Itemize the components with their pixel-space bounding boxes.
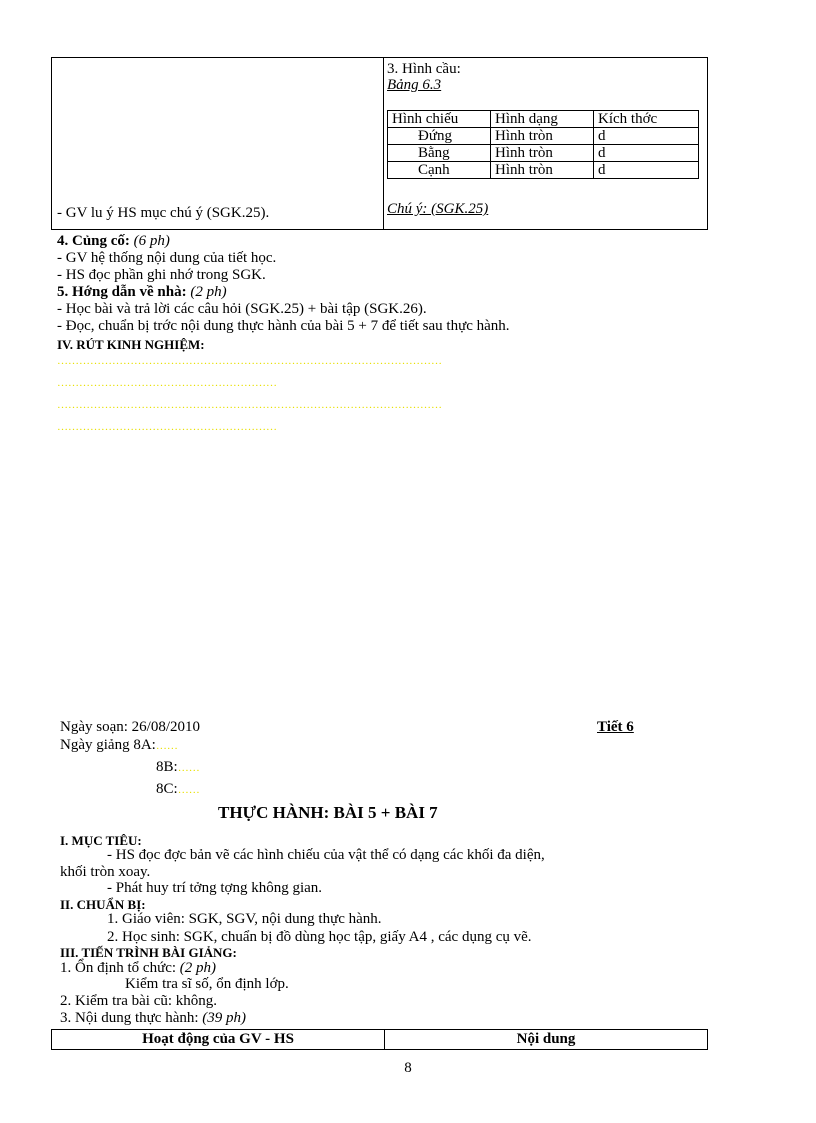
- tien-trinh-heading: III. TIẾN TRÌNH BÀI GIẢNG:: [60, 945, 237, 960]
- inner-header-cell: Kích thớc: [594, 111, 699, 128]
- inner-cell: d: [594, 128, 699, 145]
- inner-cell: d: [594, 162, 699, 179]
- class-8b: [156, 759, 200, 776]
- inner-table-row: [388, 162, 699, 179]
- inner-header-cell: Hình dạng: [491, 111, 594, 128]
- small-dots: ……: [155, 740, 178, 752]
- hinh-cau-heading: 3. Hình cầu:: [387, 61, 461, 77]
- dotted-line: ……………………………………………………………………………………………: [57, 399, 442, 411]
- on-dinh-time: (2 ph): [179, 960, 217, 976]
- rut-kinh-nghiem-heading: IV. RÚT KINH NGHIỆM:: [57, 337, 205, 352]
- noi-dung-time: (39 ph): [202, 1010, 247, 1026]
- noi-dung-label: 3. Nội dung thực hành:: [60, 1010, 199, 1026]
- muc-tieu-line: - HS đọc đợc bản vẽ các hình chiếu của vật thể có dạng các khối đa diện,: [107, 847, 545, 863]
- ngay-soan: Ngày soạn: 26/08/2010: [60, 719, 200, 735]
- inner-cell: Hình tròn: [491, 145, 594, 162]
- muc-tieu-line: khối tròn xoay.: [60, 864, 151, 880]
- muc-tieu-heading: I. MỤC TIÊU:: [60, 833, 142, 848]
- lesson-title: THỰC HÀNH: BÀI 5 + BÀI 7: [218, 803, 438, 822]
- huong-dan-time: (2 ph): [190, 284, 227, 300]
- inner-table-row: [388, 145, 699, 162]
- class-8c-label: 8C:: [156, 781, 178, 797]
- huong-dan-line: - Đọc, chuẩn bị trớc nội dung thực hành của bài 5 + 7 để tiết sau thực hành.: [57, 318, 510, 334]
- inner-table: [387, 110, 699, 179]
- inner-cell: Hình tròn: [491, 128, 594, 145]
- chuan-bi-heading: II. CHUẨN BỊ:: [60, 897, 146, 912]
- huong-dan-title: 5. Hớng dẫn về nhà:: [57, 284, 187, 300]
- cung-co-time: (6 ph): [133, 233, 170, 249]
- activity-header-cell: Nội dung: [385, 1030, 708, 1050]
- dotted-line: ……………………………………………………………………………………………: [57, 355, 442, 367]
- kiem-tra-si-so: Kiểm tra sĩ số, ổn định lớp.: [125, 976, 289, 992]
- chuan-bi-line: 1. Giáo viên: SGK, SGV, nội dung thực hành.: [107, 911, 382, 927]
- muc-tieu-line: - Phát huy trí tởng tợng không gian.: [107, 880, 323, 896]
- cung-co-line: - HS đọc phần ghi nhớ trong SGK.: [57, 267, 266, 283]
- kiem-tra-bai-cu: 2. Kiểm tra bài cũ: không.: [60, 993, 218, 1009]
- dotted-line: ……………………………………………………: [57, 377, 277, 389]
- cung-co-heading: [57, 233, 170, 250]
- ngay-giang-label: Ngày giảng 8A:: [60, 737, 156, 753]
- gv-note: - GV lu ý HS mục chú ý (SGK.25).: [57, 205, 270, 221]
- inner-cell: Đứng: [388, 128, 491, 145]
- huong-dan-line: - Học bài và trả lời các câu hỏi (SGK.25) + bài tập (SGK.26).: [57, 301, 427, 317]
- on-dinh-label: 1. Ổn định tổ chức:: [60, 960, 177, 976]
- cung-co-line: - GV hệ thống nội dung của tiết học.: [57, 250, 277, 266]
- cung-co-title: 4. Củng cố:: [57, 233, 130, 249]
- activity-table: [51, 1029, 708, 1050]
- inner-cell: Cạnh: [388, 162, 491, 179]
- activity-header-cell: Hoạt động của GV - HS: [52, 1030, 385, 1050]
- inner-cell: Bằng: [388, 145, 491, 162]
- table-caption: Bảng 6.3: [387, 77, 442, 93]
- chuan-bi-line: 2. Học sinh: SGK, chuẩn bị đồ dùng học tập, giấy A4 , các dụng cụ vẽ.: [107, 929, 532, 945]
- on-dinh: [60, 960, 216, 977]
- top-table-left-cell: [52, 58, 384, 230]
- inner-cell: d: [594, 145, 699, 162]
- dotted-line: ……………………………………………………: [57, 421, 277, 433]
- page-number: 8: [404, 1060, 412, 1076]
- small-dots: ……: [177, 784, 200, 796]
- small-dots: ……: [177, 762, 200, 774]
- class-8c: [156, 781, 200, 798]
- huong-dan-heading: [57, 284, 227, 301]
- inner-header-cell: Hình chiếu: [388, 111, 491, 128]
- activity-table-header: [52, 1030, 708, 1050]
- class-8b-label: 8B:: [156, 759, 178, 775]
- noi-dung-thuc-hanh: [60, 1010, 246, 1027]
- inner-table-header: [388, 111, 699, 128]
- inner-cell: Hình tròn: [491, 162, 594, 179]
- tiet-number: Tiết 6: [597, 719, 634, 735]
- chu-y-note: Chú ý: (SGK.25): [387, 201, 489, 217]
- inner-table-row: [388, 128, 699, 145]
- ngay-giang: [60, 737, 178, 754]
